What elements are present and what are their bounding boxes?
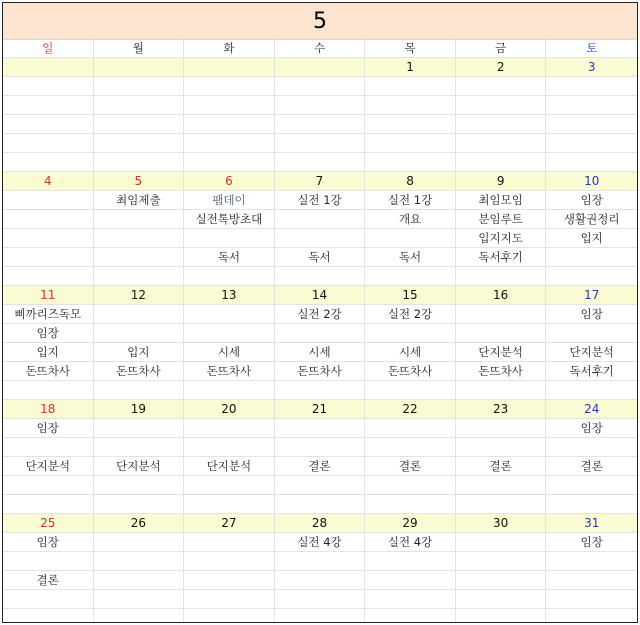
event-row-cell[interactable] — [94, 609, 185, 623]
event-row-cell[interactable]: 실전 1강 — [275, 191, 366, 209]
event-row-cell[interactable] — [275, 96, 366, 114]
event-row-cell[interactable] — [184, 552, 275, 570]
event-row-cell[interactable]: 삐까리즈독모 — [3, 305, 94, 323]
event-row-cell[interactable] — [275, 229, 366, 247]
event-row-cell[interactable] — [94, 476, 185, 494]
event-row-cell[interactable] — [3, 96, 94, 114]
event-row-cell[interactable] — [546, 609, 637, 623]
date-row-cell[interactable]: 16 — [456, 286, 547, 304]
event-row-cell[interactable]: 단지분석 — [456, 343, 547, 361]
event-row-cell[interactable] — [184, 495, 275, 513]
event-row-cell[interactable] — [94, 324, 185, 342]
event-row-cell[interactable] — [456, 533, 547, 551]
event-row-cell[interactable] — [184, 267, 275, 285]
date-row-cell[interactable]: 13 — [184, 286, 275, 304]
date-row-cell[interactable]: 9 — [456, 172, 547, 190]
event-row-cell[interactable] — [275, 210, 366, 228]
date-row-cell[interactable]: 15 — [365, 286, 456, 304]
date-row-cell[interactable] — [184, 58, 275, 76]
event-row-cell[interactable] — [184, 305, 275, 323]
event-row-cell[interactable] — [365, 267, 456, 285]
event-row — [3, 609, 637, 623]
event-row — [3, 229, 637, 248]
date-row — [3, 172, 637, 191]
event-row-cell[interactable]: 최임모임 — [456, 191, 547, 209]
event-row-cell[interactable] — [546, 438, 637, 456]
date-row-cell[interactable] — [3, 58, 94, 76]
event-row-cell[interactable] — [184, 533, 275, 551]
event-row-cell[interactable] — [94, 267, 185, 285]
event-row-cell[interactable] — [3, 153, 94, 171]
event-row-cell[interactable] — [365, 495, 456, 513]
event-row-cell[interactable] — [94, 438, 185, 456]
event-row-cell[interactable] — [546, 571, 637, 589]
event-row-cell[interactable]: 시세 — [184, 343, 275, 361]
event-row — [3, 571, 637, 590]
event-row — [3, 153, 637, 172]
date-row-cell[interactable]: 12 — [94, 286, 185, 304]
weekday-header-row-cell[interactable]: 화 — [184, 39, 275, 57]
event-row-cell[interactable] — [546, 495, 637, 513]
event-row-cell[interactable] — [94, 210, 185, 228]
event-row-cell[interactable] — [546, 267, 637, 285]
date-row-cell[interactable]: 24 — [584, 402, 600, 416]
date-row-cell[interactable]: 25 — [3, 514, 94, 532]
event-row-cell[interactable] — [3, 134, 94, 152]
event-row-cell[interactable]: 임장 — [580, 535, 603, 549]
event-row-cell[interactable]: 독서 — [275, 248, 366, 266]
date-row-cell[interactable]: 20 — [184, 400, 275, 418]
event-row-cell[interactable] — [546, 590, 637, 608]
event-row-cell[interactable] — [3, 552, 94, 570]
event-row-cell[interactable] — [456, 305, 547, 323]
event-row-cell[interactable] — [3, 77, 94, 95]
date-row-cell[interactable]: 21 — [275, 400, 366, 418]
event-row-cell[interactable]: 결론 — [275, 457, 366, 475]
event-row-cell[interactable] — [456, 381, 547, 399]
event-row — [3, 476, 637, 495]
event-row-cell[interactable]: 임장 — [580, 421, 603, 435]
date-row-cell[interactable]: 17 — [584, 288, 600, 302]
weekday-header-row-cell[interactable]: 금 — [456, 39, 547, 57]
event-row — [3, 115, 637, 134]
event-row-cell[interactable] — [546, 96, 637, 114]
event-row-cell[interactable]: 결론 — [580, 459, 603, 473]
event-row-cell[interactable] — [546, 153, 637, 171]
date-row-cell[interactable]: 10 — [584, 174, 600, 188]
event-row-cell[interactable] — [546, 77, 637, 95]
event-row-cell[interactable]: 시세 — [275, 343, 366, 361]
event-row-cell[interactable] — [3, 381, 94, 399]
event-row-cell[interactable]: 돈뜨차사 — [184, 362, 275, 380]
event-row-cell[interactable] — [3, 476, 94, 494]
event-row-cell[interactable] — [546, 115, 637, 133]
event-row-cell[interactable] — [546, 381, 637, 399]
event-row-cell[interactable] — [184, 324, 275, 342]
event-row-cell[interactable] — [275, 476, 366, 494]
event-row — [3, 343, 637, 362]
event-row-cell[interactable] — [456, 571, 547, 589]
event-row-cell[interactable] — [3, 210, 94, 228]
event-row-cell[interactable] — [184, 115, 275, 133]
event-row-cell[interactable] — [365, 590, 456, 608]
event-row-cell[interactable]: 입지 — [94, 343, 185, 361]
date-row — [3, 400, 637, 419]
event-row-cell[interactable] — [365, 77, 456, 95]
event-row-cell[interactable]: 독서후기 — [569, 364, 614, 378]
event-row-cell[interactable] — [184, 229, 275, 247]
event-row-cell[interactable] — [94, 115, 185, 133]
date-row-cell[interactable]: 29 — [365, 514, 456, 532]
event-row — [3, 495, 637, 514]
event-row-cell[interactable]: 입지 — [3, 343, 94, 361]
event-row — [3, 210, 637, 229]
event-row-cell[interactable]: 단지분석 — [94, 457, 185, 475]
event-row — [3, 134, 637, 153]
event-row-cell[interactable] — [184, 571, 275, 589]
event-row-cell[interactable] — [3, 191, 94, 209]
event-row-cell[interactable] — [94, 77, 185, 95]
event-row-cell[interactable] — [184, 609, 275, 623]
event-row — [3, 362, 637, 381]
event-row — [3, 77, 637, 96]
event-row-cell[interactable] — [94, 590, 185, 608]
event-row — [3, 96, 637, 115]
date-row-cell[interactable]: 18 — [3, 400, 94, 418]
event-row-cell[interactable] — [275, 495, 366, 513]
event-row — [3, 552, 637, 571]
event-row-cell[interactable] — [456, 419, 547, 437]
event-row-cell[interactable] — [365, 96, 456, 114]
event-row-cell[interactable]: 실전 4강 — [275, 533, 366, 551]
event-row — [3, 457, 637, 476]
date-row-cell[interactable] — [275, 58, 366, 76]
event-row-cell[interactable] — [456, 153, 547, 171]
weekday-header-row-cell[interactable]: 목 — [365, 39, 456, 57]
event-row-cell[interactable] — [3, 229, 94, 247]
event-row-cell[interactable] — [94, 96, 185, 114]
date-row — [3, 514, 637, 533]
date-row-cell[interactable]: 8 — [365, 172, 456, 190]
event-row — [3, 419, 637, 438]
event-row-cell[interactable] — [184, 419, 275, 437]
event-row-cell[interactable] — [456, 476, 547, 494]
event-row-cell[interactable]: 입지지도 — [456, 229, 547, 247]
event-row-cell[interactable]: 실전 4강 — [365, 533, 456, 551]
event-row-cell[interactable] — [365, 476, 456, 494]
event-row-cell[interactable] — [365, 381, 456, 399]
date-row-cell[interactable]: 7 — [275, 172, 366, 190]
event-row-cell[interactable] — [3, 267, 94, 285]
event-row-cell[interactable] — [94, 381, 185, 399]
event-row-cell[interactable] — [546, 248, 637, 266]
event-row — [3, 438, 637, 457]
event-row-cell[interactable] — [94, 305, 185, 323]
weekday-header-row-cell[interactable]: 수 — [275, 39, 366, 57]
event-row-cell[interactable]: 최임제출 — [94, 191, 185, 209]
weekday-header-row-cell[interactable]: 토 — [586, 41, 598, 55]
date-row-cell[interactable]: 11 — [3, 286, 94, 304]
event-row-cell[interactable] — [456, 552, 547, 570]
event-row-cell[interactable] — [365, 324, 456, 342]
event-row-cell[interactable] — [94, 571, 185, 589]
date-row-cell[interactable]: 26 — [94, 514, 185, 532]
event-row — [3, 248, 637, 267]
event-row-cell[interactable] — [275, 571, 366, 589]
event-row-cell[interactable] — [275, 115, 366, 133]
event-row-cell[interactable] — [184, 590, 275, 608]
event-row-cell[interactable] — [365, 115, 456, 133]
event-row-cell[interactable] — [184, 438, 275, 456]
month-title[interactable]: 5 — [3, 3, 637, 40]
event-row-cell[interactable] — [275, 153, 366, 171]
event-row-cell[interactable] — [365, 134, 456, 152]
date-row-cell[interactable]: 31 — [584, 516, 600, 530]
date-row-cell[interactable] — [94, 58, 185, 76]
event-row-cell[interactable] — [275, 324, 366, 342]
event-row-cell[interactable] — [365, 438, 456, 456]
event-row-cell[interactable]: 실전 1강 — [365, 191, 456, 209]
event-row-cell[interactable] — [3, 438, 94, 456]
event-row-cell[interactable] — [546, 552, 637, 570]
event-row-cell[interactable] — [94, 533, 185, 551]
date-row-cell[interactable]: 19 — [94, 400, 185, 418]
event-row-cell[interactable]: 실전톡방초대 — [184, 210, 275, 228]
date-row — [3, 58, 637, 77]
event-row-cell[interactable] — [3, 609, 94, 623]
event-row-cell[interactable]: 분임루트 — [456, 210, 547, 228]
event-row-cell[interactable] — [184, 476, 275, 494]
event-row-cell[interactable]: 독서 — [184, 248, 275, 266]
event-row-cell[interactable]: 돈뜨차사 — [3, 362, 94, 380]
date-row-cell[interactable]: 23 — [456, 400, 547, 418]
event-row-cell[interactable] — [456, 590, 547, 608]
event-row-cell[interactable]: 실전 2강 — [275, 305, 366, 323]
event-row-cell[interactable] — [365, 571, 456, 589]
event-row-cell[interactable]: 시세 — [365, 343, 456, 361]
event-row-cell[interactable] — [94, 495, 185, 513]
event-row-cell[interactable] — [94, 248, 185, 266]
event-row-cell[interactable]: 돈뜨차사 — [275, 362, 366, 380]
event-row-cell[interactable] — [456, 324, 547, 342]
event-row-cell[interactable] — [94, 134, 185, 152]
date-row-cell[interactable]: 6 — [184, 172, 275, 190]
event-row-cell[interactable]: 독서 — [365, 248, 456, 266]
date-row-cell[interactable]: 30 — [456, 514, 547, 532]
event-row-cell[interactable] — [456, 495, 547, 513]
event-row-cell[interactable] — [275, 552, 366, 570]
event-row-cell[interactable] — [546, 476, 637, 494]
date-row-cell[interactable]: 1 — [365, 58, 456, 76]
event-row-cell[interactable] — [275, 77, 366, 95]
event-row-cell[interactable] — [184, 77, 275, 95]
event-row-cell[interactable]: 결론 — [3, 571, 94, 589]
event-row — [3, 324, 637, 343]
event-row-cell[interactable] — [456, 267, 547, 285]
event-row — [3, 305, 637, 324]
date-row-cell[interactable]: 4 — [3, 172, 94, 190]
event-row-cell[interactable] — [94, 552, 185, 570]
event-row-cell[interactable] — [365, 419, 456, 437]
date-row-cell[interactable]: 3 — [587, 60, 596, 74]
event-row-cell[interactable] — [275, 419, 366, 437]
date-row-cell[interactable]: 14 — [275, 286, 366, 304]
event-row-cell[interactable]: 임장 — [3, 324, 94, 342]
event-row-cell[interactable] — [275, 134, 366, 152]
event-row-cell[interactable] — [94, 153, 185, 171]
event-row-cell[interactable] — [94, 419, 185, 437]
event-row-cell[interactable]: 돈뜨차사 — [365, 362, 456, 380]
event-row-cell[interactable] — [456, 438, 547, 456]
event-row-cell[interactable] — [275, 267, 366, 285]
event-row-cell[interactable] — [275, 381, 366, 399]
event-row-cell[interactable]: 돈뜨차사 — [456, 362, 547, 380]
date-row-cell[interactable]: 28 — [275, 514, 366, 532]
weekday-header-row — [3, 39, 637, 58]
event-row-cell[interactable] — [546, 134, 637, 152]
event-row-cell[interactable] — [3, 590, 94, 608]
date-row-cell[interactable]: 27 — [184, 514, 275, 532]
event-row-cell[interactable]: 단지분석 — [569, 345, 614, 359]
event-row-cell[interactable]: 임장 — [580, 307, 603, 321]
event-row-cell[interactable] — [456, 77, 547, 95]
event-row-cell[interactable] — [3, 248, 94, 266]
event-row — [3, 191, 637, 210]
event-row-cell[interactable]: 입지 — [580, 231, 603, 245]
event-row-cell[interactable] — [365, 609, 456, 623]
event-row-cell[interactable]: 단지분석 — [184, 457, 275, 475]
event-row-cell[interactable]: 독서후기 — [456, 248, 547, 266]
event-row-cell[interactable] — [275, 590, 366, 608]
event-row-cell[interactable] — [94, 229, 185, 247]
event-row-cell[interactable] — [456, 134, 547, 152]
event-row-cell[interactable] — [184, 96, 275, 114]
event-row-cell[interactable] — [184, 381, 275, 399]
event-row-cell[interactable] — [3, 115, 94, 133]
event-row-cell[interactable]: 팸데이 — [184, 191, 275, 209]
weekday-header-row-cell[interactable]: 일 — [3, 39, 94, 57]
event-row-cell[interactable]: 결론 — [365, 457, 456, 475]
event-row-cell[interactable] — [456, 609, 547, 623]
event-row-cell[interactable]: 임장 — [3, 533, 94, 551]
event-row-cell[interactable] — [365, 229, 456, 247]
event-row — [3, 533, 637, 552]
event-row-cell[interactable]: 단지분석 — [3, 457, 94, 475]
event-row-cell[interactable] — [3, 495, 94, 513]
event-row-cell[interactable] — [184, 134, 275, 152]
event-row-cell[interactable] — [365, 552, 456, 570]
event-row — [3, 590, 637, 609]
event-row-cell[interactable]: 돈뜨차사 — [94, 362, 185, 380]
event-row-cell[interactable] — [456, 115, 547, 133]
event-row-cell[interactable] — [275, 438, 366, 456]
date-row-cell[interactable]: 5 — [94, 172, 185, 190]
event-row-cell[interactable]: 결론 — [456, 457, 547, 475]
event-row-cell[interactable] — [546, 324, 637, 342]
weekday-header-row-cell[interactable]: 월 — [94, 39, 185, 57]
event-row-cell[interactable] — [275, 609, 366, 623]
event-row-cell[interactable]: 임장 — [3, 419, 94, 437]
event-row — [3, 267, 637, 286]
event-row-cell[interactable]: 생활권정리 — [563, 212, 620, 226]
event-row-cell[interactable]: 실전 2강 — [365, 305, 456, 323]
event-row — [3, 381, 637, 400]
event-row-cell[interactable] — [456, 96, 547, 114]
calendar-sheet — [2, 2, 638, 623]
event-row-cell[interactable] — [184, 153, 275, 171]
event-row-cell[interactable]: 임장 — [580, 193, 603, 207]
event-row-cell[interactable]: 개요 — [365, 210, 456, 228]
date-row-cell[interactable]: 2 — [456, 58, 547, 76]
date-row-cell[interactable]: 22 — [365, 400, 456, 418]
date-row — [3, 286, 637, 305]
event-row-cell[interactable] — [365, 153, 456, 171]
